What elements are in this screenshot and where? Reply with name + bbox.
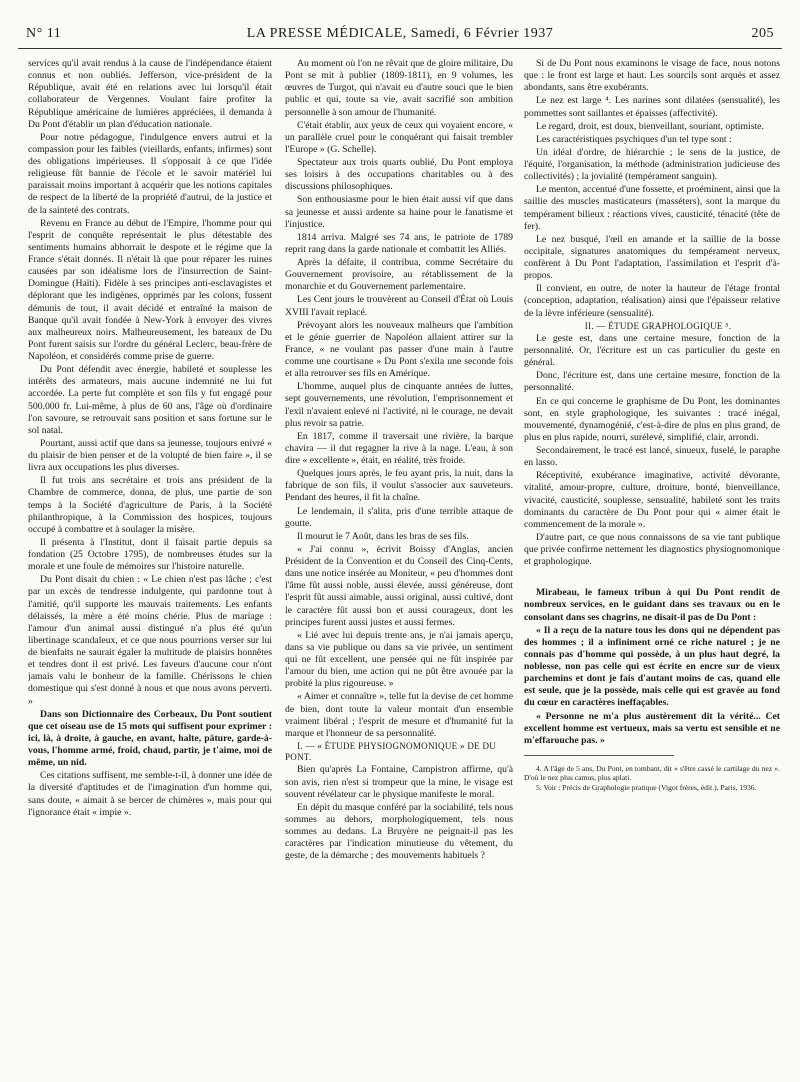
paragraph: Il présenta à l'Institut, dont il faisait partie depuis sa fondation (25 Octobre 1795), de nombreuses études sur la morale et une foule de mémoires sur l'histoire naturelle. <box>28 536 272 573</box>
paragraph: Quelques jours après, le feu ayant pris, la nuit, dans la fabrique de son fils, il voulut s'associer aux sauveteurs. Pendant des heures, il fit la chaîne. <box>285 468 513 504</box>
issue-number: N° 11 <box>26 26 62 41</box>
paragraph: Pourtant, aussi actif que dans sa jeunesse, toujours enivré « du plaisir de bien penser et de la volupté de bien faire », il se livra aux occupations les plus diverses. <box>28 437 272 474</box>
footnote: 5. Voir : Précis de Graphologie pratique (Vigot frères, édit.), Paris, 1936. <box>536 783 757 793</box>
spacer <box>524 569 780 587</box>
paragraph: Donc, l'écriture est, dans une certaine mesure, fonction de la personnalité. <box>524 370 780 394</box>
paragraph: En dépit du masque conféré par la sociabilité, tels nous sommes au dehors, morphologiquement, tels nous sommes au dedans. La Bruyère ne peignait-il pas les caractères par l'indication minutieuse du vêtement, du geste, de la démarche ; des mouvements habituels ? <box>285 801 513 862</box>
paragraph: Prévoyant alors les nouveaux malheurs que l'ambition et le génie guerrier de Napoléon allaient attirer sur la France, « ne voulant pas passer d'une main à l'autre comme une courtisane » Du Pont s'exila une seconde fois et alla retrouver ses fils en Amérique. <box>285 319 513 380</box>
paragraph: « Aimer et connaître », telle fut la devise de cet homme de bien, dont toute la valeur montait d'un ensemble vraiment libéral ; l'esprit de mesure et d'humanité fut la marque et l'honneur de sa personnalité. <box>285 691 513 739</box>
paragraph: L'homme, auquel plus de cinquante années de luttes, sept gouvernements, une révolution, l'emprisonnement et l'exil n'avaient enlevé ni l'activité, ni le courage, ne devait plus revoir sa patrie. <box>285 381 513 429</box>
paragraph: Les caractéristiques psychiques d'un tel type sont : <box>536 133 732 145</box>
page-header <box>18 26 782 49</box>
paragraph: Ces citations suffisent, me semble-t-il, à donner une idée de la diversité d'aptitudes et de l'imagination d'un homme qui, sans doute, « aimait à se bercer de chimères », mais pour qui l'ignorance était « impie ». <box>28 770 272 818</box>
paragraph: « Lié avec lui depuis trente ans, je n'ai jamais aperçu, dans sa vie publique ou dans sa vie privée, un sentiment qui ne fût excellent, une pensée qui ne fût inspirée par l'amour du bien, une action qui ne pût être avouée par la probité la plus rigoureuse. » <box>285 629 513 690</box>
paragraph: Du Pont disait du chien : « Le chien n'est pas lâche ; c'est par un excès de tendresse indulgente, qui pardonne tout à l'amitié, qu'il supporte les mauvais traitements. Les enfants délaissés, la mère a été moins chérie. Plus de mariage : l'amour d'un animal aussi distingué n'a plus été qu'un libertinage scandaleux, et ce que nous pourrions verser sur lui de bienfaits ne saurait égaler la multitude de plaisirs honnêtes et tendres dont il est privé. Les faveurs d'aucune cour n'ont jamais valu le bonheur de la famille. Chérissons le chien domestique qui s'est donné à nous et que nous avons perverti. » <box>28 574 272 707</box>
paragraph: Dans son Dictionnaire des Corbeaux, Du Pont soutient que cet oiseau use de 15 mots qui suffisent pour exprimer : ici, là, à droite, à gauche, en avant, halte, pâture, garde-à-vous, l'homme armé, froid, chaud, partir, je t'aime, moi de même, un nid. <box>28 708 272 769</box>
paragraph: Pour notre pédagogue, l'indulgence envers autrui et la compassion pour les faibles (vieillards, enfants, infirmes) sont des obligations impérieuses. Il s'opposait à ce que l'idée religieuse fût bannie de l'école et le savoir matériel lui paraissait moins important à acquérir que les notions capitales de respect de la liberté de la propriété d'autrui, de la justice et de la sainteté des contrats. <box>28 131 272 216</box>
paragraph: Un idéal d'ordre, de hiérarchie ; le sens de la justice, de l'équité, l'organisation, la méthode (administration judicieuse des collectivités) ; la jovialité (tempérament sanguin). <box>524 146 780 183</box>
paragraph: Mirabeau, le fameux tribun à qui Du Pont rendit de nombreux services, en le guidant dans ses travaux ou en le consolant dans ses chagrins, ne disait-il pas de Du Pont : <box>524 587 780 623</box>
quote: « Personne ne m'a plus austèrement dit la vérité... Cet excellent homme est vertueux, mais sa vertu est sensible et ne m'effarouche pas. » <box>524 710 780 746</box>
paragraph: D'autre part, ce que nous connaissons de sa vie tant publique que privée confirme nettement les diagnostics physiognomonique et graphologique. <box>524 531 780 568</box>
paragraph: Le lendemain, il s'alita, pris d'une terrible attaque de goutte. <box>285 505 513 529</box>
column-left <box>28 58 272 1068</box>
paragraph: Il convient, en outre, de noter la hauteur de l'étage frontal (conception, adaptation, réalisation) ainsi que l'épaisseur relative de la lèvre inférieure (sensualité). <box>524 283 780 319</box>
section-heading: I. — « ÉTUDE PHYSIOGNOMONIQUE » DE DU PONT. <box>285 740 497 763</box>
paragraph: « J'ai connu », écrivit Boissy d'Anglas, ancien Président de la Convention et du Conseil des Cinq-Cents, dans une notice insérée au Moniteur, « peu d'hommes dont l'âme fût aussi noble, aussi élevée, aussi généreuse, dont l'esprit fût aussi aimable, aussi original, aussi cultivé, dont le caractère fût aussi bon et aussi courageux, dont les principes furent aussi justes et aussi fermes. <box>285 543 513 628</box>
paragraph: Spectateur aux trois quarts oublié, Du Pont employa ses loisirs à des occupations charitables ou à des discussions philosophiques. <box>285 157 513 193</box>
footnote-divider <box>524 755 674 756</box>
column-right <box>524 58 780 1068</box>
paragraph: Son enthousiasme pour le bien était aussi vif que dans sa jeunesse et aussi ardente sa haine pour le fanatisme et l'injustice. <box>285 194 513 230</box>
paragraph: Secondairement, le tracé est lancé, sinueux, fuselé, le paraphe en lasso. <box>524 445 780 469</box>
paragraph: En 1817, comme il traversait une rivière, la barque chavira — il dut regagner la rive à la nage. L'eau, à son dire « excellente », était, en réalité, très froide. <box>285 430 513 466</box>
paragraph: Après la défaite, il contribua, comme Secrétaire du Gouvernement provisoire, au rétablissement de la monarchie et du Gouvernement parlementaire. <box>285 257 513 293</box>
paragraph: Au moment où l'on ne rêvait que de gloire militaire, Du Pont se mit à publier (1809-1811), en 9 volumes, les œuvres de Turgot, qui n'avait eu d'autre souci que le bien public et qui, toute sa vie, avait sacrifié son ambition personnelle à son amour de l'humanité. <box>285 58 513 118</box>
paragraph: Bien qu'après La Fontaine, Campistron affirme, qu'à son avis, rien n'est si trompeur que la mine, le visage est souvent révélateur car le physique manifeste le moral. <box>285 764 513 800</box>
paragraph: Réceptivité, exubérance imaginative, activité dévorante, vitalité, amour-propre, culture, droiture, bonté, bienveillance, vivacité, causticité, souplesse, sensualité, habileté sont les traits dominants du caractère de Du Pont pour qui « aimer était le commencement de la morale ». <box>524 470 780 530</box>
page-number: 205 <box>751 26 774 41</box>
quote: « Il a reçu de la nature tous les dons qui ne dépendent pas des hommes ; il a infiniment orné ce riche naturel ; je ne connais pas d'homme qui possède, à un plus haut degré, la noblesse, non pas celle qui est écrite en encre sur de vieux parchemins et dont je fais d'autant moins de cas, quand elle est seule, que je la possède, mais celle qui est gravée au fond du cœur en caractères ineffaçables. <box>524 624 780 709</box>
paragraph: Il mourut le 7 Août, dans les bras de ses fils. <box>297 530 469 542</box>
paragraph: Si de Du Pont nous examinons le visage de face, nous notons que : le front est large et haut. Les sourcils sont arqués et assez abondants, sans être exubérants. <box>524 58 780 94</box>
column-middle <box>285 58 513 1068</box>
footnote: 4. A l'âge de 5 ans, Du Pont, en tombant, dit « s'être cassé le cartilage du nez ». D'où le nez plus camus, plus aplati. <box>524 763 780 782</box>
paragraph: Il fut trois ans secrétaire et trois ans président de la Chambre de commerce, donna, de plus, une partie de son temps à la Société d'agriculture de Paris, à la Société philanthropique, à la Commission des hospices, toujours occupé à combattre et à soulager la misère. <box>28 475 272 535</box>
section-heading: II. — ÉTUDE GRAPHOLOGIQUE ⁵. <box>584 320 732 331</box>
paragraph: Le regard, droit, est doux, bienveillant, souriant, optimiste. <box>536 120 764 132</box>
paragraph: Le menton, accentué d'une fossette, et proéminent, ainsi que la saillie des muscles masticateurs (masséters), sont la marque du tempérament bilieux : réactions vives, causticité, ténacité (tête de fer). <box>524 184 780 232</box>
paragraph: Le nez busqué, l'œil en amande et la saillie de la bosse occipitale, signatures anatomiques du tempérament nerveux, confèrent à Du Pont l'adaptation, l'assimilation et l'esprit d'à-propos. <box>524 233 780 282</box>
paragraph: En ce qui concerne le graphisme de Du Pont, les dominantes sont, en style graphologique, les suivantes : tracé inégal, mouvementé, dynamogénié, c'est-à-dire de plus en plus grand, de plus en plus rapide, nourri, surélevé, simplifié, clair, arrondi. <box>524 395 780 443</box>
paragraph: Les Cent jours le trouvèrent au Conseil d'État où Louis XVIII l'avait replacé. <box>285 294 513 318</box>
paragraph: 1814 arriva. Malgré ses 74 ans, le patriote de 1789 reprit rang dans la garde nationale et combattit les Alliés. <box>285 231 513 255</box>
paragraph: Revenu en France au début de l'Empire, l'homme pour qui l'esprit de conquête représentait le plus détestable des sentiments humains abhorrait le despote et le régime que la France s'était donnés. Il n'était là que pour réparer les ruines causées par son idéalisme lors de l'insurrection de Saint-Domingue (Haïti). Fidèle à ses principes anti-esclavagistes et déplorant que les indigènes, opprimés par les colons, fussent démunis de tout, il avait décidé et entraîné la maison de Banque qu'il avait fondée à New-York à envoyer des vivres aux malheureux noirs. Malheureusement, les bateaux de Du Pont furent saisis sur l'ordre du général Leclerc, beau-frère de Napoléon, et considérés comme prise de guerre. <box>28 217 272 362</box>
journal-title: LA PRESSE MÉDICALE, Samedi, 6 Février 1937 <box>246 26 554 41</box>
paragraph: Le nez est large ⁴. Les narines sont dilatées (sensualité), les pommettes sont saillantes et épaisses (affectivité). <box>524 95 780 119</box>
paragraph: services qu'il avait rendus à la cause de l'indépendance étaient connus et non oubliés. Jefferson, vice-président de la République, avait été en relations avec lui lorsqu'il était collaborateur de Vergennes. Voulant faire profiter la République américaine de lumières appréciées, il demanda à Du Pont d'établir un plan d'éducation nationale. <box>28 58 272 130</box>
paragraph: Le geste est, dans une certaine mesure, fonction de la personnalité. Or, l'écriture est un cas particulier du geste en général. <box>524 332 780 369</box>
paragraph: Du Pont défendit avec énergie, habileté et souplesse les intérêts des armateurs, mais aucune indemnité ne lui fut accordée. La perte fut complète et son fils y fut engagé pour 500.000 fr. Lui-même, à plus de 60 ans, l'âge où d'ordinaire l'on savoure, se retrouvait sans position et sans fortune sur le sol natal. <box>28 364 272 436</box>
paragraph: C'était établir, aux yeux de ceux qui voyaient encore, « un parallèle cruel pour le conquérant qui faisait trembler l'Europe » (G. Schelle). <box>285 119 513 155</box>
